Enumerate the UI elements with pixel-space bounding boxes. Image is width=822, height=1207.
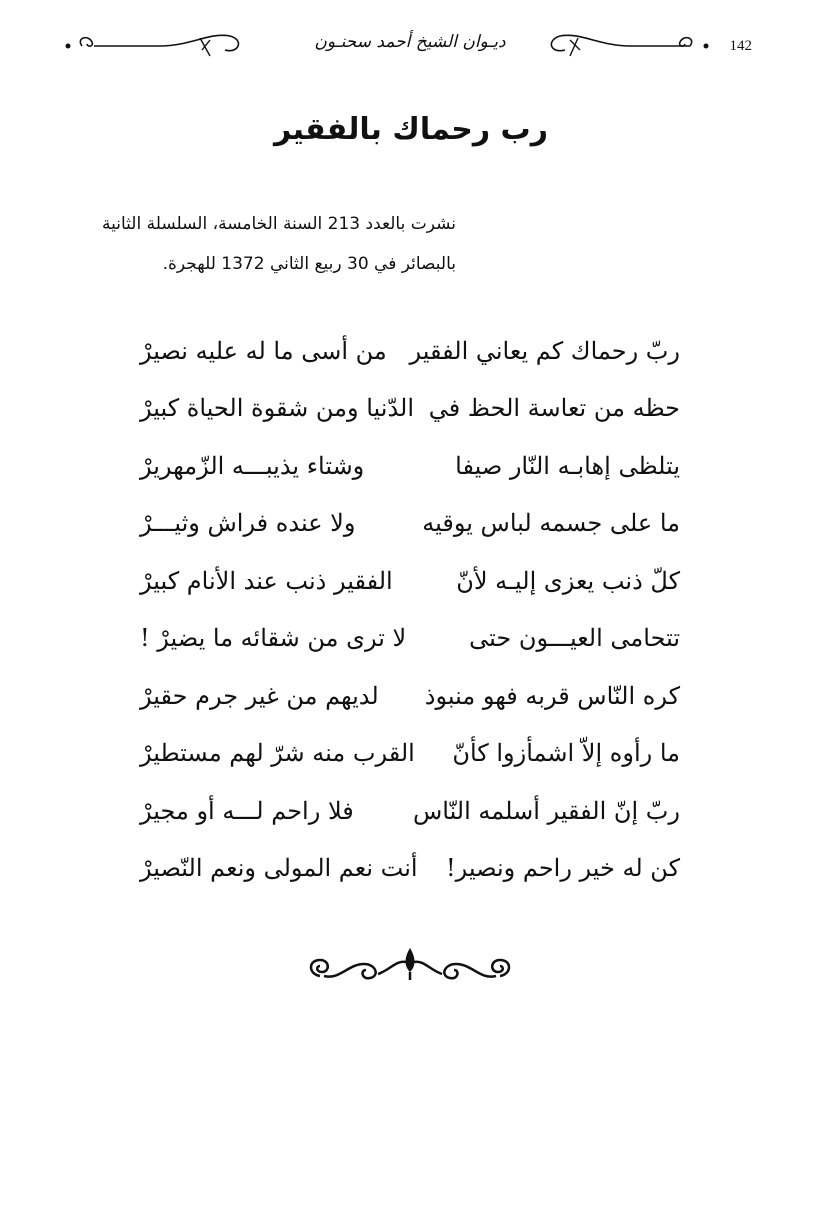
running-head: ديـوان الشيخ أحمد سحنـون (314, 32, 506, 52)
second-hemistich: وشتاء يذيبـــه الزّمهريرْ (140, 451, 365, 480)
first-hemistich: ما على جسمه لباس يوقيه (422, 509, 680, 538)
first-hemistich: حظه من تعاسة الحظ في (428, 394, 680, 423)
first-hemistich: ربّ إنّ الفقير أسلمه النّاس (412, 796, 680, 825)
second-hemistich: ولا عنده فراش وثيـــرْ (140, 509, 356, 538)
second-hemistich: فلا راحم لـــه أو مجيرْ (140, 796, 354, 825)
first-hemistich: يتلظى إهابـه النّار صيفا (455, 451, 680, 480)
first-hemistich: كلّ ذنب يعزى إليـه لأنّ (456, 566, 680, 595)
first-hemistich: كره النّاس قربه فهو منبوذ (424, 681, 680, 710)
poem-body (140, 322, 680, 897)
first-hemistich: كن له خير راحم ونصير! (446, 854, 680, 883)
verse (140, 380, 680, 438)
verse (140, 725, 680, 783)
second-hemistich: الفقير ذنب عند الأنام كبيرْ (140, 566, 393, 595)
verse (140, 437, 680, 495)
second-hemistich: لا ترى من شقائه ما يضيرْ ! (140, 624, 407, 653)
page-header (60, 22, 760, 72)
second-hemistich: القرب منه شرّ لهم مستطيرْ (140, 739, 415, 768)
publication-note-line-1: نشرت بالعدد 213 السنة الخامسة، السلسلة الثانية (102, 214, 456, 234)
verse (140, 782, 680, 840)
second-hemistich: أنت نعم المولى ونعم النّصيرْ (140, 854, 418, 883)
first-hemistich: تتحامى العيـــون حتى (469, 624, 680, 653)
verse (140, 322, 680, 380)
first-hemistich: ما رأوه إلاّ اشمأزوا كأنّ (452, 739, 680, 768)
second-hemistich: من أسى ما له عليه نصيرْ (140, 336, 387, 365)
right-flourish-ornament (540, 26, 720, 66)
first-hemistich: ربّ رحماك كم يعاني الفقير (409, 336, 680, 365)
verse (140, 840, 680, 898)
publication-note-line-2: بالبصائر في 30 ربيع الثاني 1372 للهجرة. (162, 254, 456, 274)
second-hemistich: لديهم من غير جرم حقيرْ (140, 681, 379, 710)
verse (140, 667, 680, 725)
end-flourish-ornament (300, 940, 520, 1000)
verse (140, 610, 680, 668)
poem-title: رب رحماك بالفقير (274, 112, 548, 147)
page-number: 142 (729, 38, 752, 54)
second-hemistich: الدّنيا ومن شقوة الحياة كبيرْ (140, 394, 415, 423)
verse (140, 552, 680, 610)
verse (140, 495, 680, 553)
